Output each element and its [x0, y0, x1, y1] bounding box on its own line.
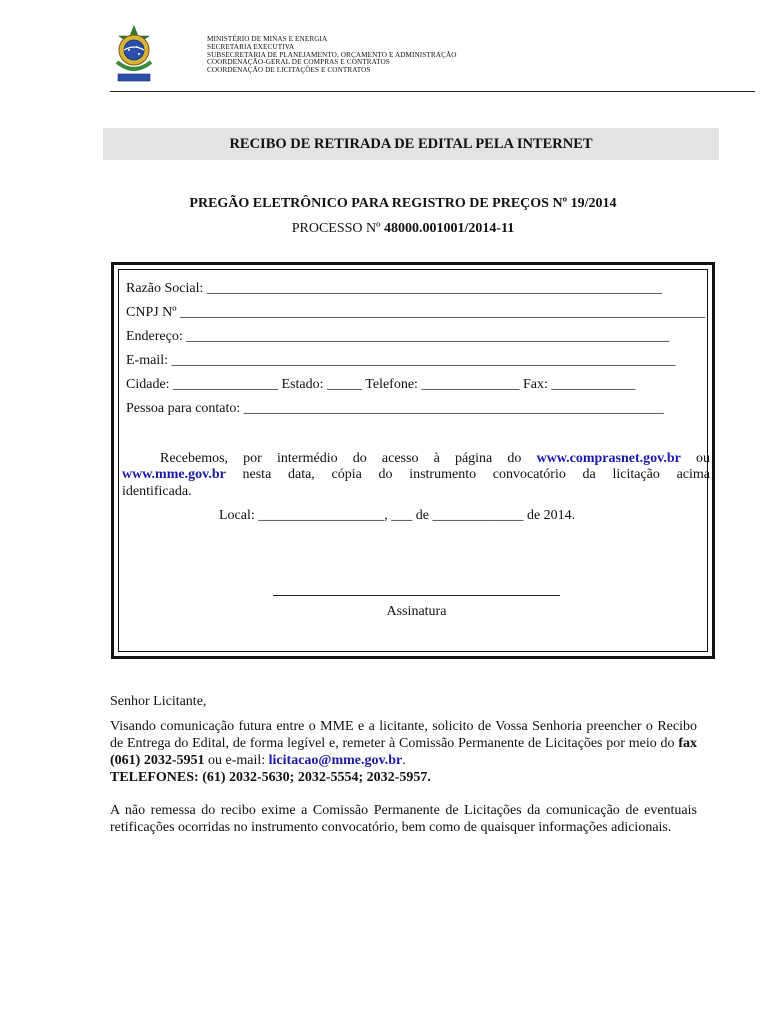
notes-text: . — [402, 753, 406, 768]
local-date-field[interactable]: Local: __________________, ___ de _____________ de 2014. — [219, 508, 576, 523]
notes-text: Visando comunicação futura entre o MME e a licitante, solicito de Vossa Senhoria preencher o Recibo de Entrega do Edital, de forma legível e, remeter à Comissão Permanente de Licitações por meio do — [110, 719, 697, 751]
signature-line[interactable] — [273, 595, 560, 596]
document-title: RECIBO DE RETIRADA DE EDITAL PELA INTERNET — [229, 136, 593, 152]
process-value: 48000.001001/2014-11 — [383, 221, 515, 236]
process-number — [103, 221, 703, 237]
receipt-paragraph-line-3: identificada. — [122, 484, 192, 499]
document-subtitle: PREGÃO ELETRÔNICO PARA REGISTRO DE PREÇOS Nº 19/2014 — [189, 196, 617, 211]
signature-label: Assinatura — [386, 604, 447, 619]
header-line: COORDENAÇÃO DE LICITAÇÕES E CONTRATOS — [207, 66, 371, 75]
phones-line: TELEFONES: (61) 2032-5630; 2032-5554; 2032-5957. — [110, 770, 431, 785]
header-divider — [110, 91, 755, 92]
razao-social-field[interactable]: Razão Social: _________________________________________________________________ — [126, 281, 662, 296]
endereco-field[interactable]: Endereço: _____________________________________________________________________ — [126, 329, 670, 344]
comprasnet-link[interactable]: www.comprasnet.gov.br — [536, 451, 681, 466]
header-line: SECRETARIA EXECUTIVA — [207, 42, 295, 51]
header-line: SUBSECRETARIA DE PLANEJAMENTO, ORÇAMENTO E ADMINISTRAÇÃO — [207, 50, 457, 59]
receipt-text: Recebemos, por intermédio do acesso à página do — [160, 451, 537, 466]
receipt-paragraph-line-2 — [122, 466, 710, 484]
process-label: PROCESSO Nº — [291, 221, 384, 236]
receipt-text: ou — [680, 451, 711, 466]
header-line: COORDENAÇÃO-GERAL DE COMPRAS E CONTRATOS — [207, 58, 390, 67]
notes-paragraph-2: A não remessa do recibo exime a Comissão Permanente de Licitações da comunicação de eventuais retificações ocorridas no instrumento convocatório, bem como de quaisquer informações adicionais. — [110, 803, 697, 835]
header-line: MINISTÉRIO DE MINAS E ENERGIA — [207, 35, 328, 43]
mme-link[interactable]: www.mme.gov.br — [122, 467, 226, 482]
cnpj-field[interactable]: CNPJ Nº ___________________________________________________________________________ — [126, 305, 706, 320]
notes-text: ou e-mail: — [204, 753, 269, 768]
email-field[interactable]: E-mail: ________________________________________________________________________ — [126, 353, 676, 368]
email-link[interactable]: licitacao@mme.gov.br — [268, 753, 403, 768]
brazil-coat-of-arms-icon — [111, 24, 157, 86]
ministry-header — [207, 36, 457, 75]
fax-number: fax (061) 2032-5951 — [110, 736, 697, 768]
city-state-phone-fax-field[interactable]: Cidade: _______________ Estado: _____ Telefone: ______________ Fax: ____________ — [126, 377, 636, 392]
contact-person-field[interactable]: Pessoa para contato: ____________________________________________________________ — [126, 401, 664, 416]
notes-paragraph-1 — [110, 718, 697, 786]
greeting: Senhor Licitante, — [110, 694, 207, 709]
title-band — [103, 128, 719, 160]
receipt-text: nesta data, cópia do instrumento convocatório da licitação acima — [225, 467, 710, 482]
